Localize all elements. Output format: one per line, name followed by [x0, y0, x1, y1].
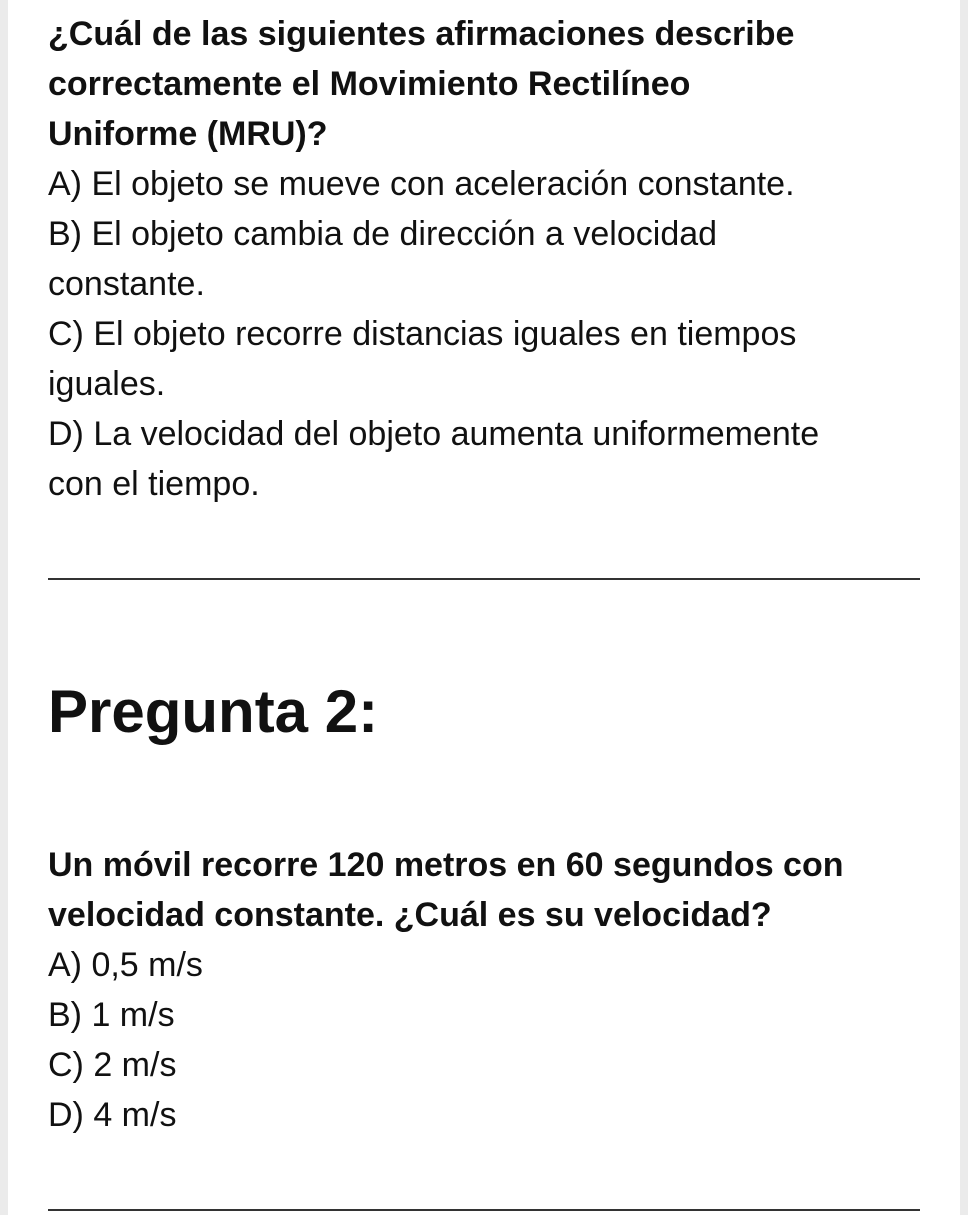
- question-2-heading: Pregunta 2:: [48, 678, 379, 745]
- question-1-option-a: A) El objeto se mueve con aceleración constante.: [48, 165, 795, 203]
- section-divider-bottom: [48, 1209, 920, 1211]
- question-2-option-b: B) 1 m/s: [48, 996, 175, 1034]
- question-2: [48, 840, 928, 1140]
- document-page: [8, 0, 960, 1215]
- question-1: [48, 9, 848, 509]
- question-2-option-d: D) 4 m/s: [48, 1096, 177, 1134]
- question-1-option-d: D) La velocidad del objeto aumenta uniformemente con el tiempo.: [48, 415, 820, 503]
- question-1-text: ¿Cuál de las siguientes afirmaciones describe correctamente el Movimiento Rectilíneo Uniforme (MRU)?: [48, 15, 795, 153]
- section-divider: [48, 578, 920, 580]
- question-1-option-c: C) El objeto recorre distancias iguales en tiempos iguales.: [48, 315, 797, 403]
- question-2-option-c: C) 2 m/s: [48, 1046, 177, 1084]
- question-2-text: Un móvil recorre 120 metros en 60 segundos con velocidad constante. ¿Cuál es su velocidad?: [48, 846, 844, 934]
- question-2-option-a: A) 0,5 m/s: [48, 946, 203, 984]
- question-1-option-b: B) El objeto cambia de dirección a velocidad constante.: [48, 215, 718, 303]
